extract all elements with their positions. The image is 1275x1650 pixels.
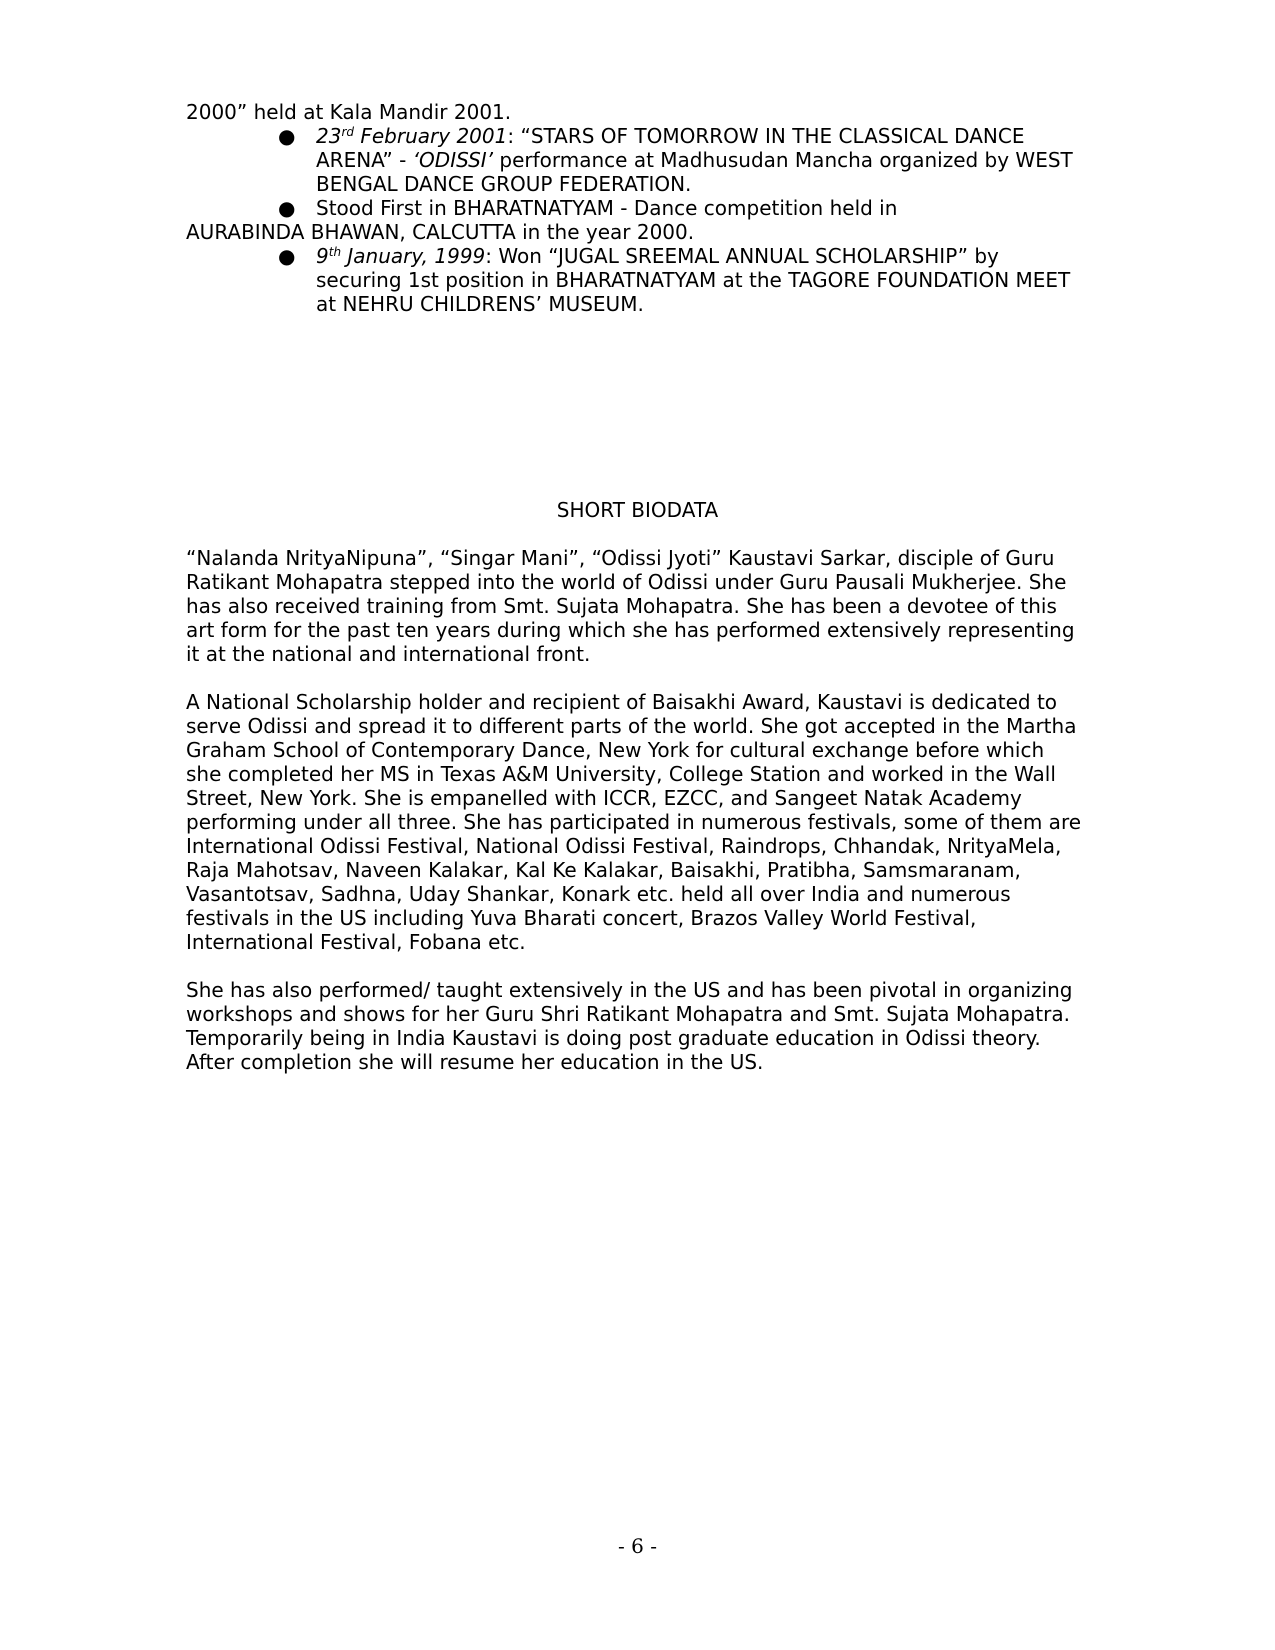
paragraph-line: festivals in the US including Yuva Bharati concert, Brazos Valley World Festival, [186,906,977,930]
paragraph-line: International Odissi Festival, National Odissi Festival, Raindrops, Chhandak, NrityaMela, [186,834,1062,858]
paragraph-line: International Festival, Fobana etc. [186,930,526,954]
item-date: 23rd February 2001 [316,124,508,148]
bullet-icon: ● [278,196,296,220]
section-heading: SHORT BIODATA [556,498,719,522]
paragraph-line: Ratikant Mohapatra stepped into the world of Odissi under Guru Pausali Mukherjee. She [186,570,1067,594]
list-item: ● Stood First in BHARATNATYAM - Dance competition held in [278,196,898,220]
list-item: ● 9th January, 1999: Won “JUGAL SREEMAL ANNUAL SCHOLARSHIP” by [278,244,999,268]
list-item: ● 23rd February 2001: “STARS OF TOMORROW IN THE CLASSICAL DANCE [278,124,1025,148]
page-number: - 6 - [618,1534,657,1558]
bullet-icon: ● [278,124,296,148]
paragraph-line: Graham School of Contemporary Dance, New York for cultural exchange before which [186,738,1045,762]
paragraph-line: She has also performed/ taught extensively in the US and has been pivotal in organizing [186,978,1073,1002]
biodata-paragraph-2 [186,690,1146,954]
paragraph-line: Raja Mahotsav, Naveen Kalakar, Kal Ke Kalakar, Baisakhi, Pratibha, Samsmaranam, [186,858,1021,882]
paragraph-line: workshops and shows for her Guru Shri Ratikant Mohapatra and Smt. Sujata Mohapatra. [186,1002,1070,1026]
paragraph-line: serve Odissi and spread it to different parts of the world. She got accepted in the Martha [186,714,1077,738]
list-item-continuation: ARENA” - ‘ODISSI’ performance at Madhusudan Mancha organized by WEST [316,148,1073,172]
paragraph-line: After completion she will resume her education in the US. [186,1050,764,1074]
bullet-icon: ● [278,244,296,268]
paragraph-line: performing under all three. She has participated in numerous festivals, some of them are [186,810,1082,834]
paragraph-line: Vasantotsav, Sadhna, Uday Shankar, Konark etc. held all over India and numerous [186,882,1011,906]
paragraph-line: she completed her MS in Texas A&M University, College Station and worked in the Wall [186,762,1056,786]
list-item-continuation: BENGAL DANCE GROUP FEDERATION. [316,172,692,196]
list-item-continuation: AURABINDA BHAWAN, CALCUTTA in the year 2000. [186,220,695,244]
paragraph-line: has also received training from Smt. Sujata Mohapatra. She has been a devotee of this [186,594,1057,618]
biodata-paragraph-3 [186,978,1146,1074]
paragraph-line: A National Scholarship holder and recipient of Baisakhi Award, Kaustavi is dedicated to [186,690,1058,714]
list-item-continuation: at NEHRU CHILDRENS’ MUSEUM. [316,292,644,316]
paragraph-line: Temporarily being in India Kaustavi is doing post graduate education in Odissi theory. [186,1026,1041,1050]
item-date: 9th January, 1999 [316,244,486,268]
achievements-list [186,100,1116,316]
biodata-paragraph-1 [186,546,1146,666]
paragraph-line: it at the national and international front. [186,642,591,666]
continuation-line: 2000” held at Kala Mandir 2001. [186,100,512,124]
paragraph-line: Street, New York. She is empanelled with ICCR, EZCC, and Sangeet Natak Academy [186,786,1022,810]
paragraph-line: art form for the past ten years during which she has performed extensively representing [186,618,1075,642]
list-item-continuation: securing 1st position in BHARATNATYAM at the TAGORE FOUNDATION MEET [316,268,1071,292]
paragraph-line: “Nalanda NrityaNipuna”, “Singar Mani”, “Odissi Jyoti” Kaustavi Sarkar, disciple of Guru [186,546,1055,570]
